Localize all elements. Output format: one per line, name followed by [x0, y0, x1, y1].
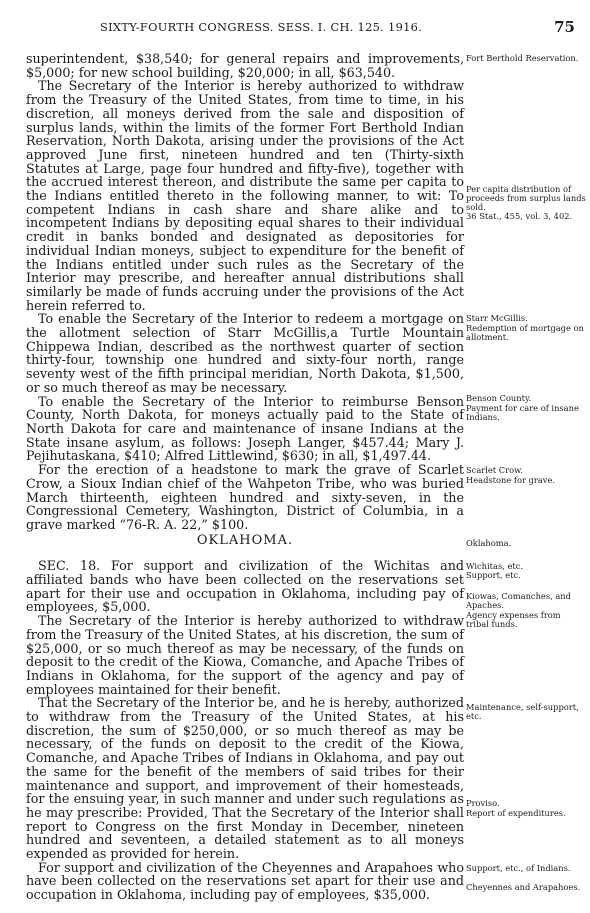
paragraph: To enable the Secretary of the Interior to redeem a mortgage on the allotment selection of Starr McGillis,a Turtle Mountain Chippewa Indian, described as the northwest quarter of section thirty-four, township one hundred and sixty-four north, range seventy west of the fifth principal meridian, North Dakota, $1,500, or so much thereof as may be necessary. — [26, 311, 464, 395]
margin-note: Agency expenses from tribal funds. — [466, 610, 561, 630]
header-title: SIXTY-FOURTH CONGRESS. SESS. I. CH. 125. 1916. — [100, 20, 423, 34]
margin-note: Proviso. — [466, 798, 500, 808]
margin-note: Fort Berthold Reservation. — [466, 53, 579, 63]
page-number: 75 — [554, 18, 575, 36]
margin-note: Oklahoma. — [466, 538, 512, 548]
margin-note: Kiowas, Comanches, and Apaches. — [466, 591, 571, 611]
margin-note: Per capita distribution of proceeds from surplus lands sold. — [466, 184, 586, 213]
margin-note: Headstone for grave. — [466, 475, 556, 485]
margin-note: Support, etc. — [466, 570, 521, 580]
margin-note: Support, etc., of Indians. — [466, 863, 571, 873]
margin-note: Wichitas, etc. — [466, 561, 524, 571]
margin-note: Benson County. — [466, 393, 532, 403]
paragraph: The Secretary of the Interior is hereby authorized to withdraw from the Treasury of the United States, at his discretion, the sum of $25,000, or so much thereof as may be necessary, of the funds on deposit to the credit of the Kiowa, Comanche, and Apache Tribes of Indians in Oklahoma, for the support of the agency and pay of employees maintained for their benefit. — [26, 613, 464, 697]
margin-note: Starr McGillis. — [466, 313, 528, 323]
margin-note: Maintenance, self-support, etc. — [466, 702, 579, 722]
margin-note: Scarlet Crow. — [466, 465, 523, 475]
margin-note: Redemption of mortgage on allotment. — [466, 323, 584, 343]
margin-note: Report of expenditures. — [466, 808, 566, 818]
paragraph: The Secretary of the Interior is hereby authorized to withdraw from the Treasury of the United States, from time to time, in his discretion, all moneys derived from the sale and disposition of surplus lands, within the limits of the former Fort Berthold Indian Reservation, North Dakota, arising under the provisions of the Act approved June first, nineteen hundred and ten (Thirty-sixth Statutes at Large, page four hundred and fifty-five), together with the accrued interest thereon, and distribute the same per capita to the Indians entitled thereto in the following manner, to wit: To competent Indians in cash share and share alike and to incompetent Indians by depositing equal shares to their individual credit in banks bonded and designated as depositories for individual Indian moneys, subject to expenditure for the benefit of the Indians entitled under such rules as the Secretary of the Interior may prescribe, and hereafter annual distributions shall similarly be made of funds accruing under the provisions of the Act herein referred to. — [26, 78, 464, 313]
paragraph: superintendent, $38,540; for general repairs and improvements, $5,000; for new school building, $20,000; in all, $63,540. — [26, 51, 464, 80]
margin-note: Cheyennes and Arapahoes. — [466, 882, 581, 892]
paragraph: That the Secretary of the Interior be, and he is hereby, authorized to withdraw from the Treasury of the United States, at his discretion, the sum of $250,000, or so much thereof as may be necessary, of the funds on deposit to the credit of the Kiowa, Comanche, and Apache Tribes of Indians in Oklahoma, and pay out the same for the benefit of the members of said tribes for their maintenance and support, and improvement of their homesteads, for the ensuing year, in such manner and under such regulations as he may prescribe: Provided, That the Secretary of the Interior shall report to Congress on the first Monday in December, nineteen hundred and seventeen, a detailed statement as to all moneys expended as provided for herein. — [26, 695, 464, 862]
paragraph: For support and civilization of the Cheyennes and Arapahoes who have been collected on the reservations set apart for their use and occupation in Oklahoma, including pay of employees, $35,000. — [26, 859, 464, 903]
paragraph: To enable the Secretary of the Interior to reimburse Benson County, North Dakota, for moneys actually paid to the State of North Dakota for care and maintenance of insane Indians at the State insane asylum, as follows: Joseph Langer, $457.44; Mary J. Pejihutaskana, $410; Alfred Littlewind, $630; in all, $1,497.44. — [26, 393, 464, 464]
main-text — [26, 52, 464, 902]
margin-note: Payment for care of insane Indians. — [466, 403, 579, 423]
paragraph: For the erection of a headstone to mark the grave of Scarlet Crow, a Sioux Indian chief of the Wahpeton Tribe, who was buried March thirteenth, eighteen hundred and sixty-seven, in the Congressional Cemetery, Washington, District of Columbia, in a grave marked “76-R. A. 22,” $100. — [26, 462, 464, 532]
margin-note: 36 Stat., 455, vol. 3, 402. — [466, 211, 573, 221]
paragraph: SEC. 18. For support and civilization of the Wichitas and affiliated bands who have been collected on the reservations set apart for their use and occupation in Oklahoma, including pay of employees, $5,000. — [26, 558, 464, 615]
running-header — [20, 20, 575, 42]
section-heading: OKLAHOMA. — [196, 532, 294, 548]
